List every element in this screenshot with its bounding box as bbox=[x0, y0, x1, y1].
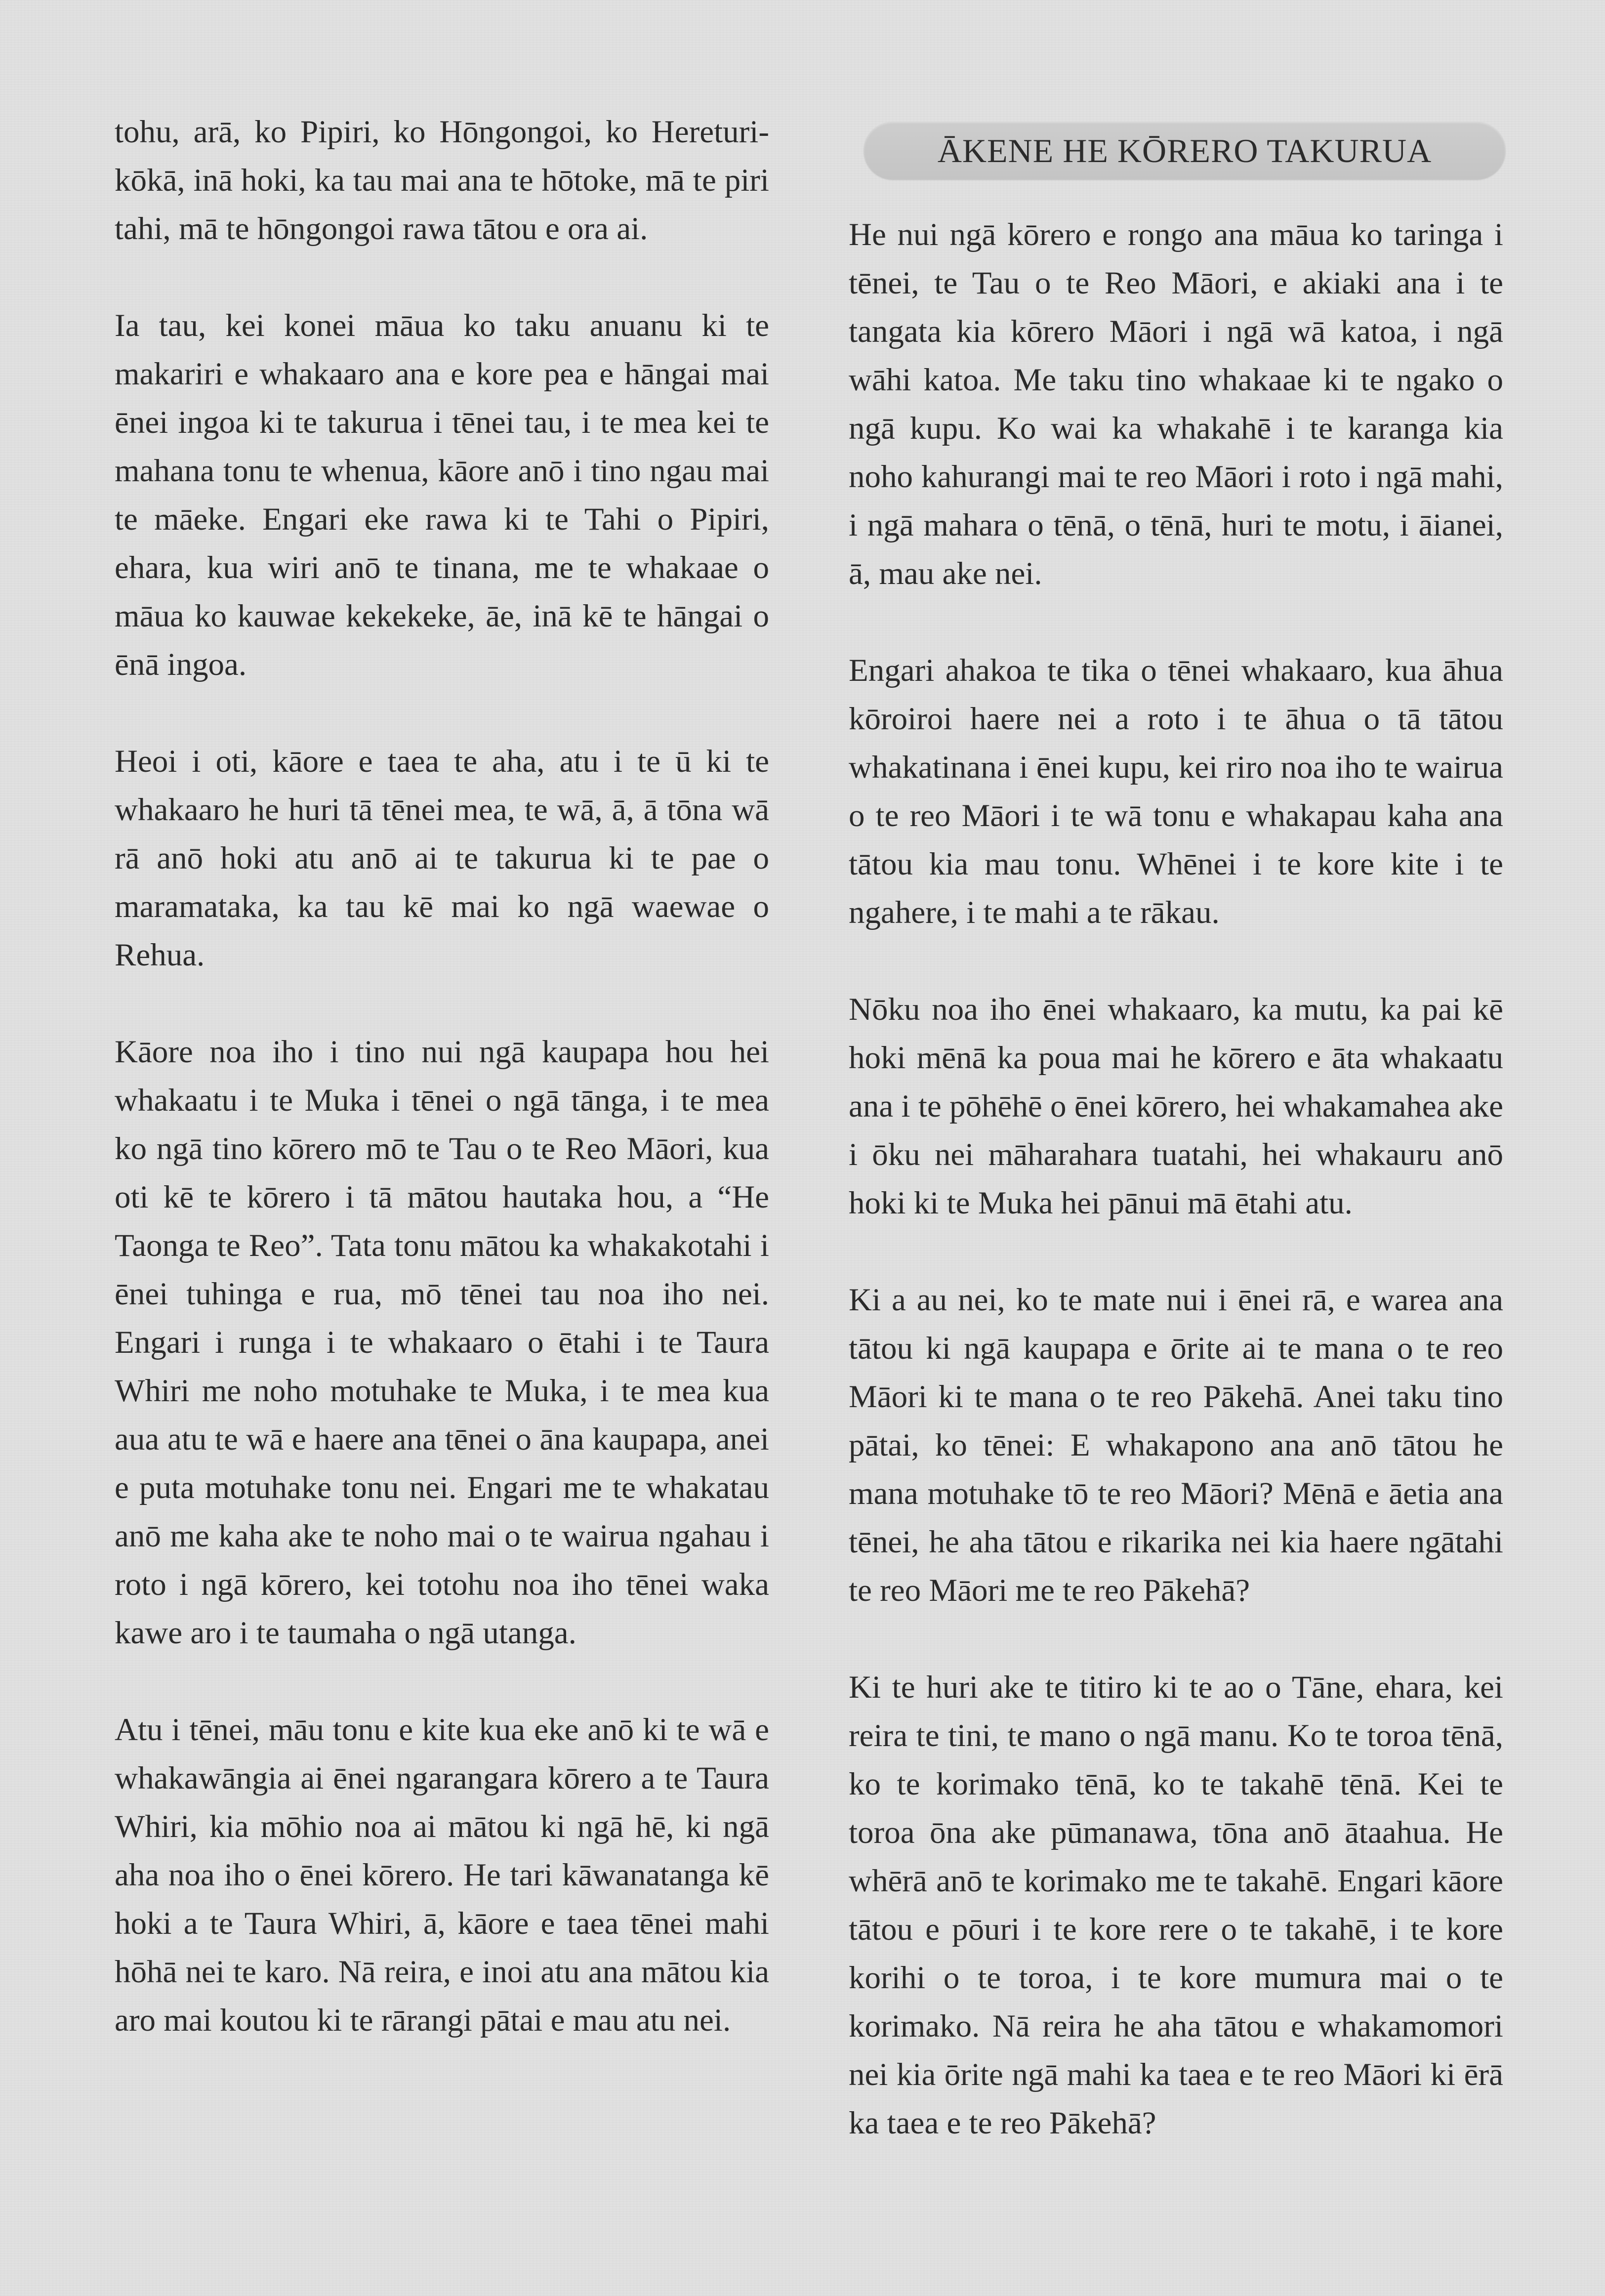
left-paragraph-4: Kāore noa iho i tino nui ngā kaupapa hou hei whakaatu i te Muka i tēnei o ngā tānga, i te mea ko ngā tino kōrero mō te Tau o te Reo Māori, kua oti kē te kōrero i tā mātou hautaka hou, a “He Taonga te Reo”. Tata tonu mātou ka whakakotahi i ēnei tuhinga e rua, mō tēnei tau noa iho nei. Engari i runga i te whakaaro o ētahi i te Taura Whiri me noho motuhake te Muka, i te mea kua aua atu te wā e haere ana tēnei o āna kaupapa, anei e puta motuhake tonu nei. Engari me te whakatau anō me kaha ake te noho mai o te wairua ngahau i roto i ngā kōrero, kei totohu noa iho tēnei waka kawe aro i te taumaha o ngā utanga. bbox=[115, 1034, 769, 1651]
right-text-column bbox=[849, 210, 1503, 2196]
right-paragraph-2: Engari ahakoa te tika o tēnei whakaaro, kua āhua kōroiroi haere nei a roto i te āhua o tā tātou whakatinana i ēnei kupu, kei riro noa iho te wairua o te reo Māori i te wā tonu e whakapau kaha ana tātou kia mau tonu. Whēnei i te kore kite i te ngahere, i te mahi a te rākau. bbox=[849, 653, 1503, 930]
right-paragraph-4: Ki a au nei, ko te mate nui i ēnei rā, e warea ana tātou ki ngā kaupapa e ōrite ai te mana o te reo Māori ki te mana o te reo Pākehā. Anei taku tino pātai, ko tēnei: E whakapono ana anō tātou he mana motuhake tō te reo Māori? Mēnā e āetia ana tēnei, he aha tātou e rikarika nei kia haere ngātahi te reo Māori me te reo Pākehā? bbox=[849, 1282, 1503, 1608]
right-paragraph-3: Nōku noa iho ēnei whakaaro, ka mutu, ka pai kē hoki mēnā ka poua mai he kōrero e āta whakaatu ana i te pōhēhē o ēnei kōrero, hei whakamahea ake i ōku nei māharahara tuatahi, hei whakauru anō hoki ki te Muka hei pānui mā ētahi atu. bbox=[849, 992, 1503, 1221]
section-heading: ĀKENE HE KŌRERO TAKURUA bbox=[864, 122, 1506, 180]
left-paragraph-3: Heoi i oti, kāore e taea te aha, atu i te ū ki te whakaaro he huri tā tēnei mea, te wā, ā, ā tōna wā rā anō hoki atu anō ai te takurua ki te pae o maramataka, ka tau kē mai ko ngā waewae o Rehua. bbox=[115, 744, 769, 973]
left-paragraph-2: Ia tau, kei konei māua ko taku anuanu ki te makariri e whakaaro ana e kore pea e hāngai mai ēnei ingoa ki te takurua i tēnei tau, i te mea kei te mahana tonu te whenua, kāore anō i tino ngau mai te māeke. Engari eke rawa ki te Tahi o Pipiri, ehara, kua wiri anō te tinana, me te whakaae o māua ko kauwae kekekeke, āe, inā kē te hāngai o ēnā ingoa. bbox=[115, 308, 769, 682]
left-paragraph-1: tohu, arā, ko Pipiri, ko Hōngongoi, ko Hereturi-kōkā, inā hoki, ka tau mai ana te hōtoke, mā te piri tahi, mā te hōngongoi rawa tātou e ora ai. bbox=[115, 114, 769, 247]
right-paragraph-5: Ki te huri ake te titiro ki te ao o Tāne, ehara, kei reira te tini, te mano o ngā manu. Ko te toroa tēnā, ko te korimako tēnā, ko te takahē tēnā. Kei te toroa ōna ake pūmanawa, tōna anō ātaahua. He whērā anō te korimako me te takahē. Engari kāore tātou e pōuri i te kore rere o te takahē, i te kore korihi o te toroa, i te kore mumura mai o te korimako. Nā reira he aha tātou e whakamomori nei kia ōrite ngā mahi ka taea e te reo Māori ki ērā ka taea e te reo Pākehā? bbox=[849, 1670, 1503, 2141]
right-paragraph-1: He nui ngā kōrero e rongo ana māua ko taringa i tēnei, te Tau o te Reo Māori, e akiaki ana i te tangata kia kōrero Māori i ngā wā katoa, i ngā wāhi katoa. Me taku tino whakaae ki te ngako o ngā kupu. Ko wai ka whakahē i te karanga kia noho kahurangi mai te reo Māori i roto i ngā mahi, i ngā mahara o tēnā, o tēnā, huri te motu, i āianei, ā, mau ake nei. bbox=[849, 217, 1503, 591]
left-text-column bbox=[115, 108, 769, 2093]
left-paragraph-5: Atu i tēnei, māu tonu e kite kua eke anō ki te wā e whakawāngia ai ēnei ngarangara kōrero a te Taura Whiri, kia mōhio noa ai mātou ki ngā hē, ki ngā aha noa iho o ēnei kōrero. He tari kāwanatanga kē hoki a te Taura Whiri, ā, kāore e taea tēnei mahi hōhā nei te karo. Nā reira, e inoi atu ana mātou kia aro mai koutou ki te rārangi pātai e mau atu nei. bbox=[115, 1712, 769, 2038]
